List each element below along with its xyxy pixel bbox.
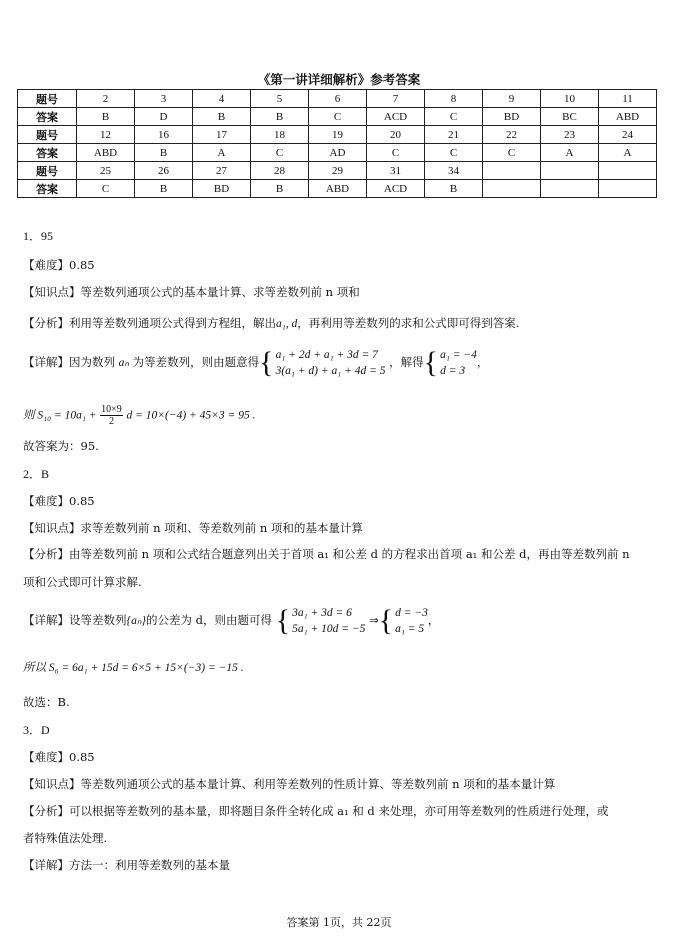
q2-eq1: 3a₁ + 3d = 6 <box>292 607 352 619</box>
table-cell <box>541 180 599 198</box>
q1-equation-system <box>274 347 386 379</box>
table-cell <box>599 180 657 198</box>
row-header: 题号 <box>18 126 77 144</box>
q1-sol1: a₁ = −4 <box>440 349 477 361</box>
q2-detail <box>23 605 439 637</box>
table-cell: 3 <box>135 90 193 108</box>
q3-analysis-line1: 【分析】可以根据等差数列的基本量，即将题目条件全转化成 a₁ 和 d 来处理，亦可用等差数列的性质进行处理，或 <box>23 804 609 818</box>
row-header: 答案 <box>18 108 77 126</box>
table-cell: B <box>251 180 309 198</box>
table-cell: 17 <box>193 126 251 144</box>
q1-knowledge: 【知识点】等差数列通项公式的基本量计算、求等差数列前 n 项和 <box>23 285 360 299</box>
q1-fraction <box>100 404 123 427</box>
table-cell: B <box>77 108 135 126</box>
table-cell: C <box>425 108 483 126</box>
q3-number: 3．D <box>23 723 50 737</box>
table-cell: B <box>425 180 483 198</box>
q1-sol2: d = 3 <box>440 365 466 377</box>
table-cell: B <box>135 144 193 162</box>
table-cell: 9 <box>483 90 541 108</box>
table-cell: 7 <box>367 90 425 108</box>
q1-number: 1．95 <box>23 229 54 243</box>
table-cell: 20 <box>367 126 425 144</box>
page-title: 《第一讲详细解析》参考答案 <box>257 72 421 87</box>
q1-analysis-vars: a₁, d <box>276 318 298 330</box>
q1-detail <box>23 347 488 379</box>
q1-eq1: a₁ + 2d + a₁ + 3d = 7 <box>275 349 378 361</box>
q1-detail-mid: 为等差数列，则由题意得 <box>132 355 260 369</box>
row-header: 答案 <box>18 180 77 198</box>
table-cell: 24 <box>599 126 657 144</box>
table-row <box>18 126 657 144</box>
table-cell: ACD <box>367 180 425 198</box>
table-cell: 28 <box>251 162 309 180</box>
left-brace-icon: { <box>378 604 394 637</box>
q2-detail-seq: {aₙ} <box>126 615 147 627</box>
table-cell: ABD <box>309 180 367 198</box>
q2-sol2: a₁ = 5 <box>395 623 425 635</box>
table-cell: 5 <box>251 90 309 108</box>
table-cell: 8 <box>425 90 483 108</box>
table-cell: ABD <box>599 108 657 126</box>
answer-table <box>17 89 657 198</box>
q2-so: 所以 S₆ = 6a₁ + 15d = 6×5 + 15×(−3) = −15 . <box>23 662 244 674</box>
table-cell: 10 <box>541 90 599 108</box>
table-cell: B <box>251 108 309 126</box>
table-cell: 22 <box>483 126 541 144</box>
q2-analysis-line2: 项和公式即可计算求解. <box>23 575 142 589</box>
q3-knowledge: 【知识点】等差数列通项公式的基本量计算、利用等差数列的性质计算、等差数列前 n 项和的基本量计算 <box>23 777 556 791</box>
q3-detail: 【详解】方法一：利用等差数列的基本量 <box>23 858 230 872</box>
q2-difficulty: 【难度】0.85 <box>23 494 95 508</box>
q3-analysis-line2: 者特殊值法处理. <box>23 831 108 845</box>
table-cell: 16 <box>135 126 193 144</box>
q1-then-pre: 则 S₁₀ = 10a₁ + <box>23 409 97 422</box>
q2-detail-pre: 【详解】设等差数列 <box>23 613 127 627</box>
left-brace-icon: { <box>259 346 274 379</box>
table-cell: A <box>599 144 657 162</box>
q2-knowledge: 【知识点】求等差数列前 n 项和、等差数列前 n 项和的基本量计算 <box>23 521 363 535</box>
table-cell: C <box>77 180 135 198</box>
q3-difficulty: 【难度】0.85 <box>23 750 95 764</box>
table-cell: 18 <box>251 126 309 144</box>
table-cell: C <box>367 144 425 162</box>
table-cell: C <box>483 144 541 162</box>
q2-analysis-line1: 【分析】由等差数列前 n 项和公式结合题意列出关于首项 a₁ 和公差 d 的方程求出首项 a₁ 和公差 d，再由等差数列前 n <box>23 547 630 561</box>
q2-equation-system <box>290 605 365 637</box>
table-cell: 4 <box>193 90 251 108</box>
q2-solution-system <box>393 605 428 637</box>
q1-frac-top: 10×9 <box>101 404 122 415</box>
table-cell: 27 <box>193 162 251 180</box>
q1-difficulty: 【难度】0.85 <box>23 258 95 272</box>
table-row <box>18 108 657 126</box>
q1-analysis <box>23 315 519 332</box>
table-cell: 31 <box>367 162 425 180</box>
implies-arrow-icon: ⇒ <box>369 615 379 627</box>
table-cell: ABD <box>77 144 135 162</box>
table-cell: AD <box>309 144 367 162</box>
row-header: 答案 <box>18 144 77 162</box>
q2-sol1: d = −3 <box>395 607 428 619</box>
table-cell: 12 <box>77 126 135 144</box>
table-row <box>18 180 657 198</box>
table-cell: ACD <box>367 108 425 126</box>
table-row <box>18 90 657 108</box>
q1-then-post: d = 10×(−4) + 45×3 = 95 . <box>126 409 256 422</box>
table-cell: 19 <box>309 126 367 144</box>
row-header: 题号 <box>18 162 77 180</box>
table-cell: 34 <box>425 162 483 180</box>
table-cell: C <box>425 144 483 162</box>
table-cell: BC <box>541 108 599 126</box>
q1-sol-end: ， <box>476 355 489 369</box>
table-cell: D <box>135 108 193 126</box>
table-cell: 2 <box>77 90 135 108</box>
table-cell: 26 <box>135 162 193 180</box>
q1-analysis-pre: 【分析】利用等差数列通项公式得到方程组，解出 <box>23 316 276 330</box>
q1-solve-label: ，解得 <box>389 355 424 369</box>
q1-conclusion: 故答案为：95. <box>23 439 99 453</box>
table-cell <box>541 162 599 180</box>
table-cell: B <box>193 108 251 126</box>
table-cell: 21 <box>425 126 483 144</box>
q1-then <box>23 404 255 427</box>
q1-solution-system <box>438 347 477 379</box>
q1-detail-seq: aₙ <box>118 357 129 369</box>
q1-frac-bottom: 2 <box>108 416 114 427</box>
q1-eq2: 3(a₁ + d) + a₁ + 4d = 5 <box>275 365 386 377</box>
table-cell <box>483 180 541 198</box>
table-row <box>18 144 657 162</box>
table-cell: 25 <box>77 162 135 180</box>
table-cell: BD <box>483 108 541 126</box>
q1-analysis-post: ，再利用等差数列的求和公式即可得到答案. <box>297 316 520 330</box>
table-cell: BD <box>193 180 251 198</box>
q2-number: 2．B <box>23 467 50 481</box>
q2-detail-mid: 的公差为 d，则由题可得 <box>146 613 273 627</box>
table-cell <box>599 162 657 180</box>
q2-sol-end: ， <box>427 613 440 627</box>
left-brace-icon: { <box>275 604 291 637</box>
table-cell: 29 <box>309 162 367 180</box>
table-cell: 11 <box>599 90 657 108</box>
page-footer: 答案第 1页，共 22页 <box>286 916 392 929</box>
q2-eq2: 5a₁ + 10d = −5 <box>292 623 366 635</box>
left-brace-icon: { <box>423 346 439 379</box>
table-cell: C <box>309 108 367 126</box>
table-row <box>18 162 657 180</box>
table-cell: B <box>135 180 193 198</box>
table-cell: C <box>251 144 309 162</box>
q1-detail-pre: 【详解】因为数列 <box>23 355 115 369</box>
row-header: 题号 <box>18 90 77 108</box>
q2-conclusion: 故选：B. <box>23 695 70 709</box>
table-cell: 6 <box>309 90 367 108</box>
table-cell <box>483 162 541 180</box>
table-cell: 23 <box>541 126 599 144</box>
table-cell: A <box>193 144 251 162</box>
table-cell: A <box>541 144 599 162</box>
